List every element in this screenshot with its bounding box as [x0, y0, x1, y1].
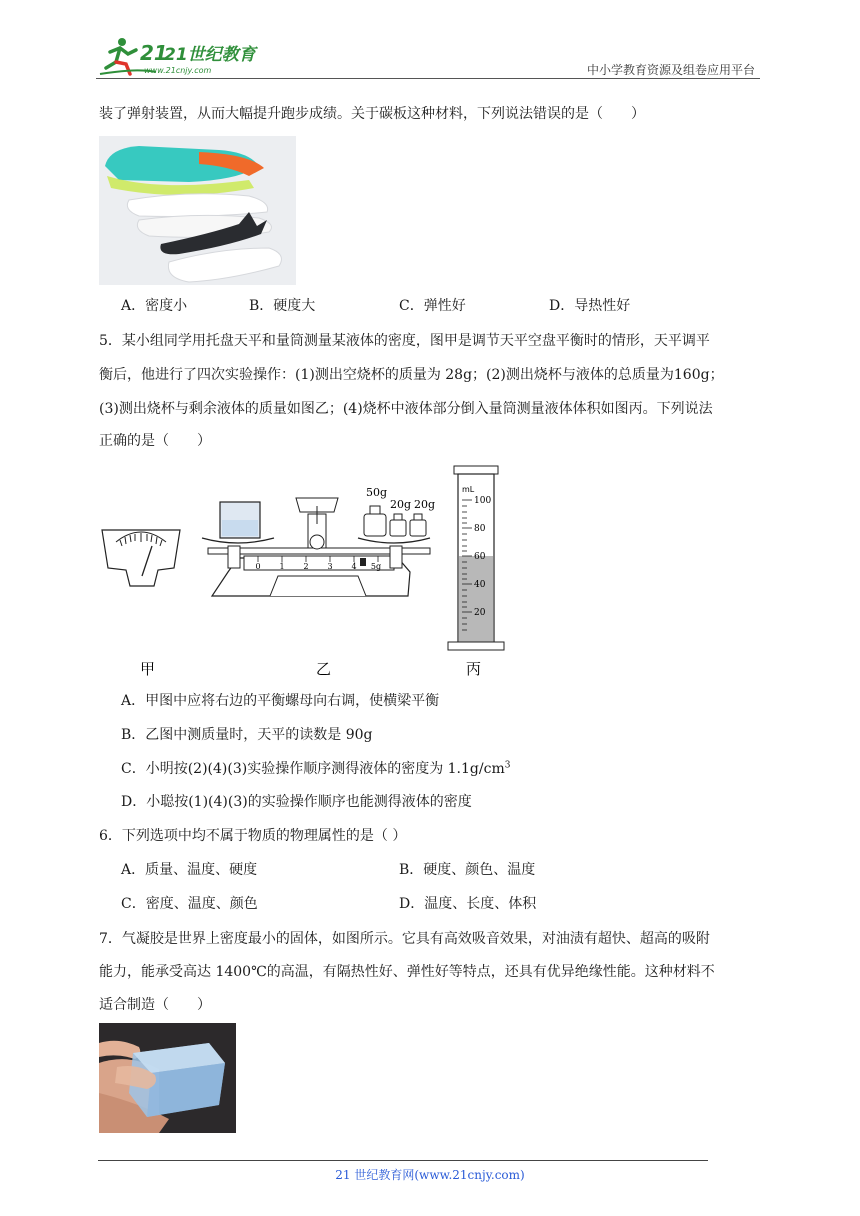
q6-option-c: C．密度、温度、颜色: [121, 896, 258, 912]
cylinder-tick: 80: [474, 524, 486, 534]
q4-option-d: D．导热性好: [549, 298, 631, 314]
platform-name: 中小学教育资源及组卷应用平台: [586, 63, 755, 77]
q4-option-a: A．密度小: [121, 298, 188, 314]
figure-label-jia: 甲: [140, 660, 156, 678]
scale-tick: 0: [255, 562, 261, 571]
q6-option-d: D．温度、长度、体积: [399, 896, 537, 912]
logo-url: www.21cnjy.com: [144, 66, 212, 75]
dial-jia: [102, 530, 180, 586]
q4-option-b: B．硬度大: [249, 298, 316, 314]
q7-stem-line-1: 7．气凝胶是世界上密度最小的固体，如图所示。它具有高效吸音效果，对油渍有超快、超高的吸附: [99, 931, 710, 947]
q5-option-c-text: C．小明按(2)(4)(3)实验操作顺序测得液体的密度为 1.1g/cm: [121, 761, 505, 777]
q6-option-b: B．硬度、颜色、温度: [399, 862, 536, 878]
q4-option-c: C．弹性好: [399, 298, 466, 314]
q5-stem-line-1: 5．某小组同学用托盘天平和量筒测量某液体的密度，图甲是调节天平空盘平衡时的情形，天平调平: [99, 333, 710, 349]
q7-stem-line-3: 适合制造（ ）: [99, 997, 211, 1013]
aerogel-photo: [99, 1023, 236, 1133]
scale-tick: 1: [279, 562, 285, 571]
q5-option-d: D．小聪按(1)(4)(3)的实验操作顺序也能测得液体的密度: [121, 794, 472, 810]
weight-label: 20g: [390, 498, 412, 511]
cylinder-tick: 40: [474, 580, 486, 590]
figure-label-yi: 乙: [316, 660, 332, 678]
q7-stem-line-2: 能力，能承受高达 1400℃的高温，有隔热性好、弹性好等特点，还具有优异绝缘性能。这种材料不: [99, 964, 715, 980]
scale-tick: 3: [327, 562, 333, 571]
cylinder-bing: [448, 466, 504, 650]
q5-stem-line-4: 正确的是（ ）: [99, 433, 211, 449]
balance-yi: [202, 486, 435, 596]
balance-and-cylinder-figure: [98, 462, 518, 684]
q6-stem: 6．下列选项中均不属于物质的物理属性的是（ ）: [99, 828, 407, 844]
footer-text: 21 世纪教育网(www.21cnjy.com): [335, 1168, 525, 1182]
cylinder-unit: mL: [462, 485, 475, 494]
logo-text: 21世纪教育: [164, 45, 256, 65]
q5-option-b: B．乙图中测质量时，天平的读数是 90g: [121, 727, 373, 743]
scale-tick: 2: [303, 562, 309, 571]
cylinder-tick: 100: [474, 496, 492, 506]
q6-option-a: A．质量、温度、硬度: [121, 862, 258, 878]
cylinder-tick: 20: [474, 608, 486, 618]
scale-tick: 5g: [370, 562, 382, 571]
q5-stem-line-3: (3)测出烧杯与剩余液体的质量如图乙；(4)烧杯中液体部分倒入量筒测量液体体积如图丙。下列说法: [99, 401, 713, 417]
scale-tick: 4: [351, 562, 357, 571]
figure-label-bing: 丙: [466, 660, 482, 678]
header-divider: [96, 78, 760, 79]
q5-option-c-superscript: 3: [504, 760, 511, 771]
q5-stem-line-2: 衡后，他进行了四次实验操作：(1)测出空烧杯的质量为 28g；(2)测出烧杯与液体的总质量为160g；: [99, 367, 724, 383]
rider: [360, 558, 366, 566]
svg-text:21: 21: [140, 41, 168, 65]
q5-option-c: [121, 759, 510, 779]
q4-stem: 装了弹射装置，从而大幅提升跑步成绩。关于碳板这种材料，下列说法错误的是（ ）: [99, 106, 645, 122]
carbon-plate-shoe-photo: [99, 136, 296, 285]
footer-divider: [98, 1160, 708, 1161]
weight-label: 20g: [414, 498, 436, 511]
liquid-column: [459, 556, 493, 644]
weight-label: 50g: [366, 486, 388, 499]
site-logo: [96, 34, 266, 78]
cylinder-tick: 60: [474, 552, 486, 562]
q5-option-a: A．甲图中应将右边的平衡螺母向右调，使横梁平衡: [121, 693, 440, 709]
